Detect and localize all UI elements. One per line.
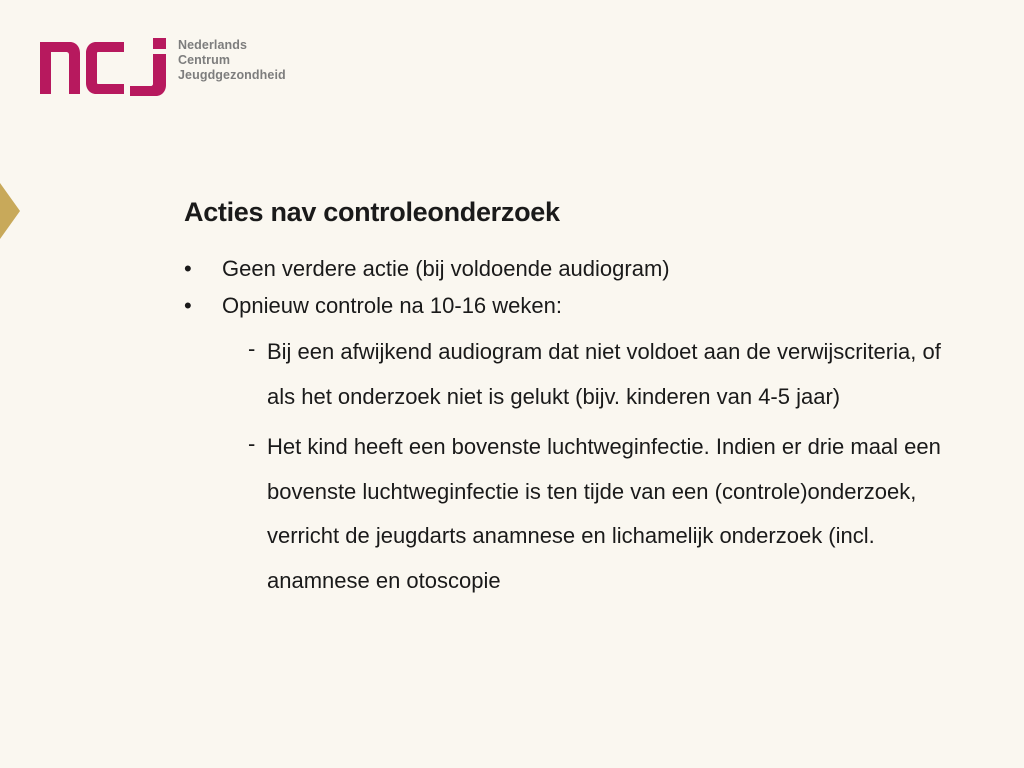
bullet-text: Geen verdere actie (bij voldoende audiogram) <box>222 256 670 281</box>
sub-text: Bij een afwijkend audiogram dat niet voldoet aan de verwijscriteria, of als het onderzoek niet is gelukt (bijv. kinderen van 4-5 jaar) <box>267 339 941 409</box>
ncj-logo <box>40 38 286 98</box>
logo-line-3: Jeugdgezondheid <box>178 68 286 82</box>
bullet-marker: • <box>184 293 192 318</box>
sub-item <box>184 330 964 419</box>
bullet-item <box>184 250 964 287</box>
slide-content <box>184 194 964 609</box>
sub-list <box>184 330 964 603</box>
sub-marker: - <box>248 431 256 456</box>
sub-item <box>184 425 964 603</box>
bullet-text: Opnieuw controle na 10-16 weken: <box>222 293 562 318</box>
slide-title: Acties nav controleonderzoek <box>184 197 560 227</box>
bullet-list <box>184 250 964 324</box>
logo-wordmark <box>178 38 286 83</box>
logo-line-2: Centrum <box>178 53 231 67</box>
ncj-logo-mark <box>40 38 168 96</box>
logo-line-1: Nederlands <box>178 38 248 52</box>
bullet-marker: • <box>184 256 192 281</box>
sub-text: Het kind heeft een bovenste luchtweginfectie. Indien er drie maal een bovenste luchtweginfectie is ten tijde van een (controle)onderzoek, verricht de jeugdarts anamnese en lichamelijk onderzoek (incl. anamnese en otoscopie <box>267 434 941 593</box>
sub-marker: - <box>248 336 256 361</box>
bullet-item <box>184 287 964 324</box>
slide-marker-icon <box>0 183 20 239</box>
